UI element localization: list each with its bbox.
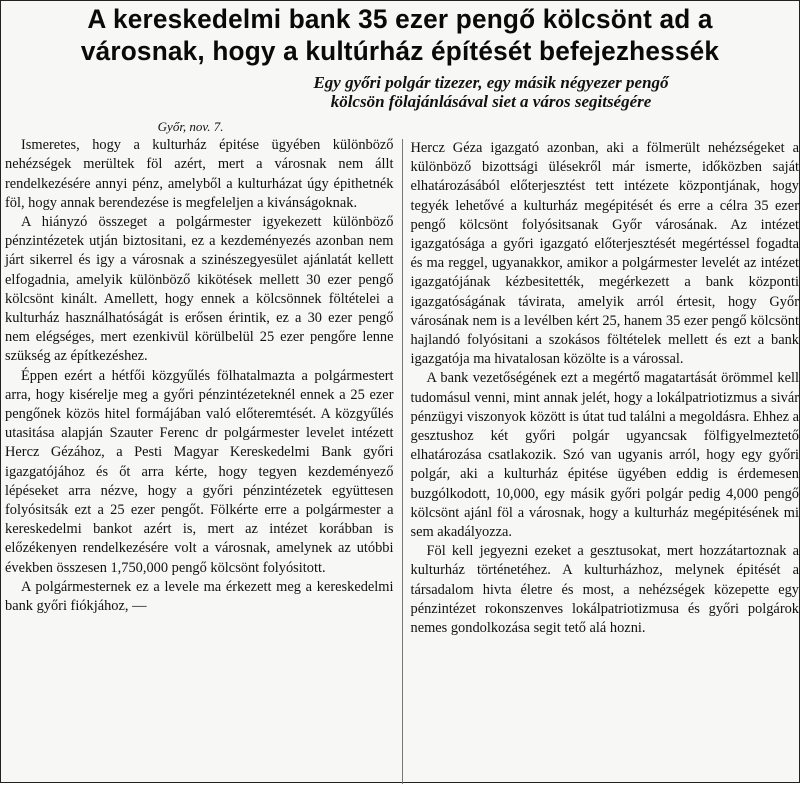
paragraph: Ismeretes, hogy a kulturház épitése ügyében különböző nehézségek merültek föl azért, mert a városnak nem állt rendelkezésére annyi pénz, amelyből a kulturházat úgy épithetnék föl, hogy annak berendezése is megfeleljen a kivánságoknak. [5,137,394,211]
dateline: Győr, nov. 7. [157,119,224,134]
left-column [5,119,394,784]
paragraph: A hiányzó összeget a polgármester igyekezett különböző pénzintézetek utján biztositani, ez a kezdeményezés azonban nem járt sikerrel és igy a városnak a szinészegyesület ajánlatát kellett elfogadnia, amelyik különböző kikötések mellett 30 ezer pengő kölcsönt kinált. Amellett, hogy ennek a kölcsönnek föltételei a kulturház használhatóságát is erősen érintik, ez a 30 ezer pengő nem elégséges, mert ezenkivül körülbelül 25 ezer pengőre lenne szükség az építkezéshez. [5,214,394,365]
column-divider [402,139,403,784]
headline-line-1: A kereskedelmi bank 35 ezer pengő kölcsönt ad a [87,4,713,34]
subheadline [186,73,796,111]
headline-line-2: városnak, hogy a kultúrház építését befejezhessék [80,36,720,66]
article-columns [5,119,799,784]
headline [13,3,787,67]
right-column [411,139,800,784]
subheadline-line-1: Egy győri polgár tizezer, egy másik négyezer pengő [313,73,669,92]
paragraph: Föl kell jegyezni ezeket a gesztusokat, mert hozzátartoznak a kulturház történetéhez. A kulturházhoz, melynek épitését a társadalom hivta életre és most, a nehézségek közepette egy pénzintézet rokonszenves lokálpatriotizmusa és győri polgárok nemes gondolkozása segit tető alá hozni. [410,543,799,637]
paragraph: Hercz Géza igazgató azonban, aki a fölmerült nehézségeket a különböző bizottsági ülésekről már ismerte, időközben saját elhatározásából előterjesztést tett intézete központjának, hogy tegyék lehetővé a kulturház megépitését és erre a célra 35 ezer pengő kölcsönt folyósitsanak Győr városának. Az intézet igazgatósága a győri igazgató előterjesztését megértéssel fogadta és ma reggel, ugyanakkor, amikor a polgármester levelét az intézet igazgatójának kézbesitették, megérkezett a bank központi igazgatóságának távirata, amelyik arról értesit, hogy Győr városának nem is a levélben kért 25, hanem 35 ezer pengő kölcsönt hajlandó folyósitani a szokásos föltételek mellett és ezt a bank igazgatója ma hivatalosan közölte is a várossal. [410,140,799,368]
paragraph: A polgármesternek ez a levele ma érkezett meg a kereskedelmi bank győri fiókjához, — [5,578,394,615]
subheadline-line-2: kölcsön fölajánlásával siet a város segitségére [330,92,652,111]
paragraph: Éppen ezért a hétfői közgyűlés fölhatalmazta a polgármestert arra, hogy kisérelje meg a győri pénzintézeteknél ennek a 25 ezer pengőnek közös hitel formájában való előteremtését. A közgyűlés utasitása alapján Szauter Ferenc dr polgármester levelet intézett Hercz Gézához, a Pesti Magyar Kereskedelmi Bank győri igazgatójához és őt arra kérte, hogy tegyen kezdeményező lépéseket arra nézve, hogy a győri pénzintézetek együttesen folyósitsák ezt a 25 ezer pengőt. Fölkérte erre a polgármester a kereskedelmi bankot azért is, mert az intézet korábban is előzékenyen rendelkezésére volt a városnak, amelynek az utóbbi években összesen 1,750,000 pengő kölcsönt folyósitott. [5,367,394,576]
paragraph: A bank vezetőségének ezt a megértő magatartását örömmel kell tudomásul venni, mint annak jelét, hogy a lokálpatriotizmus a sivár pénzügyi viszonyok között is útat tud találni a megoldásra. Ehhez a gesztushoz két győri polgár ugyancsak fölfigyelmeztető elhatározása csatlakozik. Szó van ugyanis arról, hogy egy győri polgár, aki a kulturház épitése ügyében eddig is érdemesen buzgólkodott, 10,000, egy másik győri polgár pedig 4,000 pengő kölcsönt ajánl föl a városnak, hogy a kulturház megépitésének mi sem akadályozza. [410,370,799,541]
